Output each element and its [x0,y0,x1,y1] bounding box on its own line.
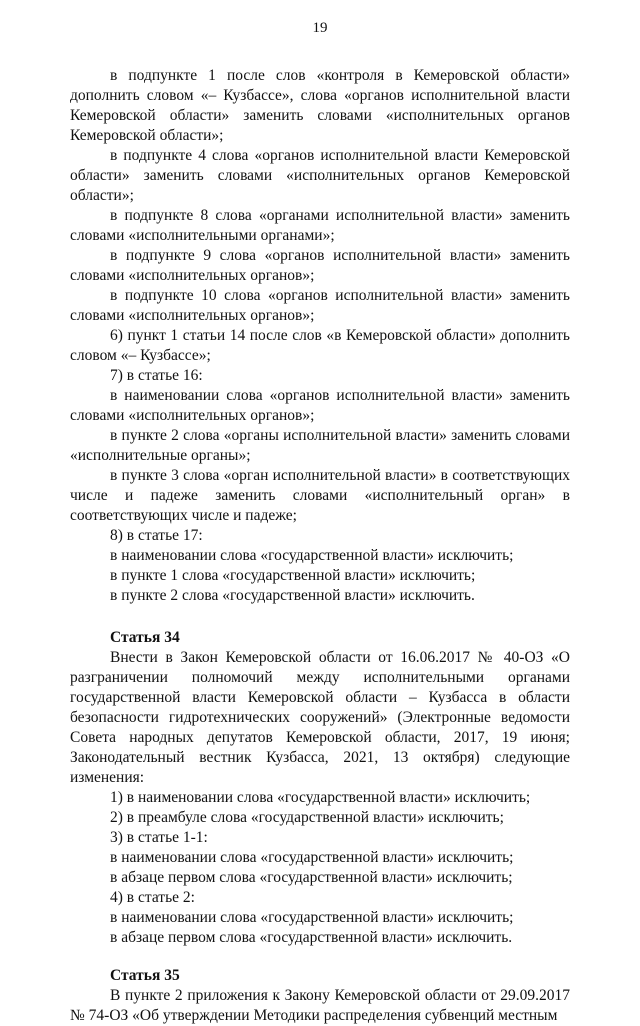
list-item: в абзаце первом слова «государственной власти» исключить. [110,929,513,946]
paragraph: 7) в статье 16: [110,367,203,384]
paragraph: в пункте 2 слова «государственной власти» исключить. [110,587,475,604]
paragraph: в пункте 2 слова «органы исполнительной власти» заменить словами «исполнительные органы»; [70,427,570,464]
paragraph: в наименовании слова «органов исполнительной власти» заменить словами «исполнительных органов»; [70,387,570,424]
paragraph: в подпункте 1 после слов «контроля в Кемеровской области» дополнить словом «– Кузбассе», слова «органов исполнительной власти Кемеровской области» заменить словами «исполнительных органов Кемеровской области»; [70,67,570,144]
article-35-title: Статья 35 [110,967,180,984]
list-item: 2) в преамбуле слова «государственной власти» исключить; [110,809,504,826]
paragraph: 8) в статье 17: [110,527,203,544]
paragraph: в пункте 1 слова «государственной власти» исключить; [110,567,476,584]
paragraph: в подпункте 9 слова «органов исполнительной власти» заменить словами «исполнительных органов»; [70,247,570,284]
list-item: 3) в статье 1-1: [110,829,208,846]
page-number: 19 [312,20,328,36]
paragraph: в подпункте 10 слова «органов исполнительной власти» заменить словами «исполнительных органов»; [70,287,570,324]
paragraph: в пункте 3 слова «орган исполнительной власти» в соответствующих числе и падеже заменить словами «исполнительный орган» в соответствующих числе и падеже; [70,467,570,524]
paragraph: в наименовании слова «государственной власти» исключить; [110,547,514,564]
paragraph: 6) пункт 1 статьи 14 после слов «в Кемеровской области» дополнить словом «– Кузбассе»; [70,327,570,364]
paragraph: в подпункте 4 слова «органов исполнительной власти Кемеровской области» заменить словами «исполнительных органов Кемеровской области»; [70,147,570,204]
article-34-intro: Внести в Закон Кемеровской области от 16.06.2017 № 40-ОЗ «О разграничении полномочий между исполнительными органами государственной власти Кемеровской области – Кузбасса в области безопасности гидротехнических сооружений» (Электронные ведомости Совета народных депутатов Кемеровской области, 2017, 19 июня; Законодательный вестник Кузбасса, 2021, 13 октября) следующие изменения: [70,649,570,786]
article-34-title: Статья 34 [110,629,180,646]
list-item: в абзаце первом слова «государственной власти» исключить; [110,869,513,886]
list-item: 1) в наименовании слова «государственной власти» исключить; [110,789,531,806]
list-item: 4) в статье 2: [110,889,195,906]
list-item: в наименовании слова «государственной власти» исключить; [110,909,514,926]
document-body [70,66,570,1026]
list-item: в наименовании слова «государственной власти» исключить; [110,849,514,866]
paragraph: в подпункте 8 слова «органами исполнительной власти» заменить словами «исполнительными органами»; [70,207,570,244]
article-35-intro: В пункте 2 приложения к Закону Кемеровской области от 29.09.2017 № 74-ОЗ «Об утверждении Методики распределения субвенций местным [70,987,570,1024]
